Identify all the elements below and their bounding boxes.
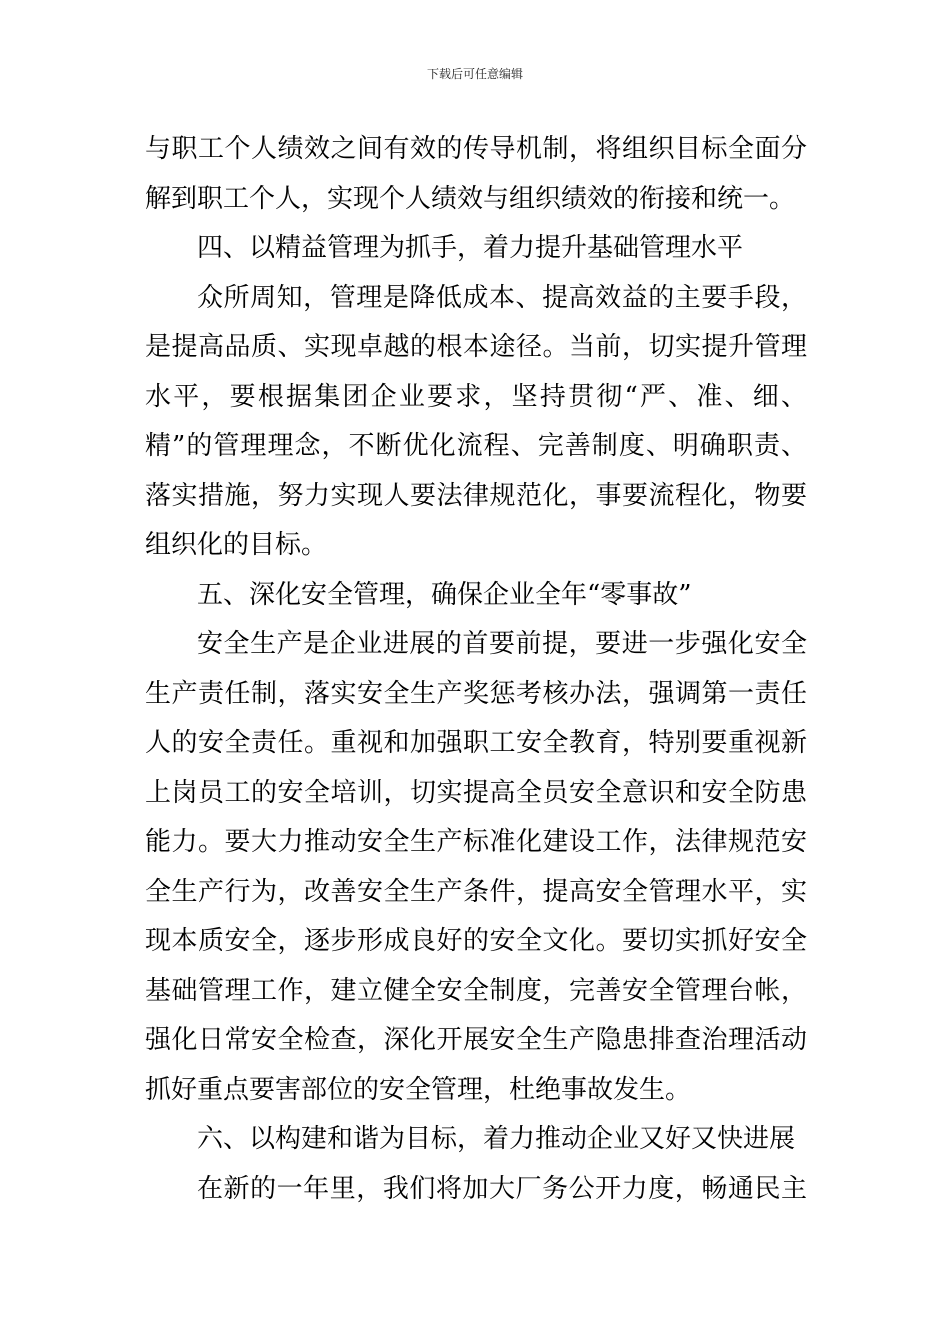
text-line: 落实措施，努力实现人要法律规范化，事要流程化，物要 [145, 480, 807, 511]
text-line: 众所周知，管理是降低成本、提高效益的主要手段， [197, 282, 807, 313]
text-line: 基础管理工作，建立健全安全制度，完善安全管理台帐， [145, 975, 807, 1006]
text-line: 抓好重点要害部位的安全管理，杜绝事故发生。 [145, 1074, 692, 1105]
text-line: 组织化的目标。 [145, 530, 328, 560]
text-line: 能力。要大力推动安全生产标准化建设工作，法律规范安 [145, 827, 807, 857]
text-line: 上岗员工的安全培训，切实提高全员安全意识和安全防患 [145, 777, 807, 808]
document-body [145, 125, 807, 1214]
text-line: 人的安全责任。重视和加强职工安全教育，特别要重视新 [145, 728, 807, 758]
text-line: 现本质安全，逐步形成良好的安全文化。要切实抓好安全 [145, 926, 807, 956]
text-line: 解到职工个人，实现个人绩效与组织绩效的衔接和统一。 [145, 183, 796, 214]
text-line: 是提高品质、实现卓越的根本途径。当前，切实提升管理 [145, 332, 807, 362]
text-line: 全生产行为，改善安全生产条件，提高安全管理水平，实 [145, 876, 807, 907]
section-heading: 四、以精益管理为抓手，着力提升基础管理水平 [197, 233, 744, 263]
section-heading: 五、深化安全管理，确保企业全年“零事故” [197, 579, 692, 610]
section-heading: 六、以构建和谐为目标，着力推动企业又好又快进展 [197, 1124, 796, 1154]
text-line: 强化日常安全检查，深化开展安全生产隐患排查治理活动 [145, 1025, 807, 1055]
text-line: 精”的管理理念，不断优化流程、完善制度、明确职责、 [145, 431, 807, 461]
text-line: 水平，要根据集团企业要求，坚持贯彻“严、准、细、 [145, 381, 807, 412]
text-line: 安全生产是企业进展的首要前提，要进一步强化安全 [197, 629, 807, 659]
text-line: 与职工个人绩效之间有效的传导机制，将组织目标全面分 [145, 134, 807, 164]
page-header: 下载后可任意编辑 [426, 67, 523, 81]
text-line: 生产责任制，落实安全生产奖惩考核办法，强调第一责任 [145, 678, 807, 709]
text-line: 在新的一年里，我们将加大厂务公开力度，畅通民主 [197, 1173, 807, 1204]
